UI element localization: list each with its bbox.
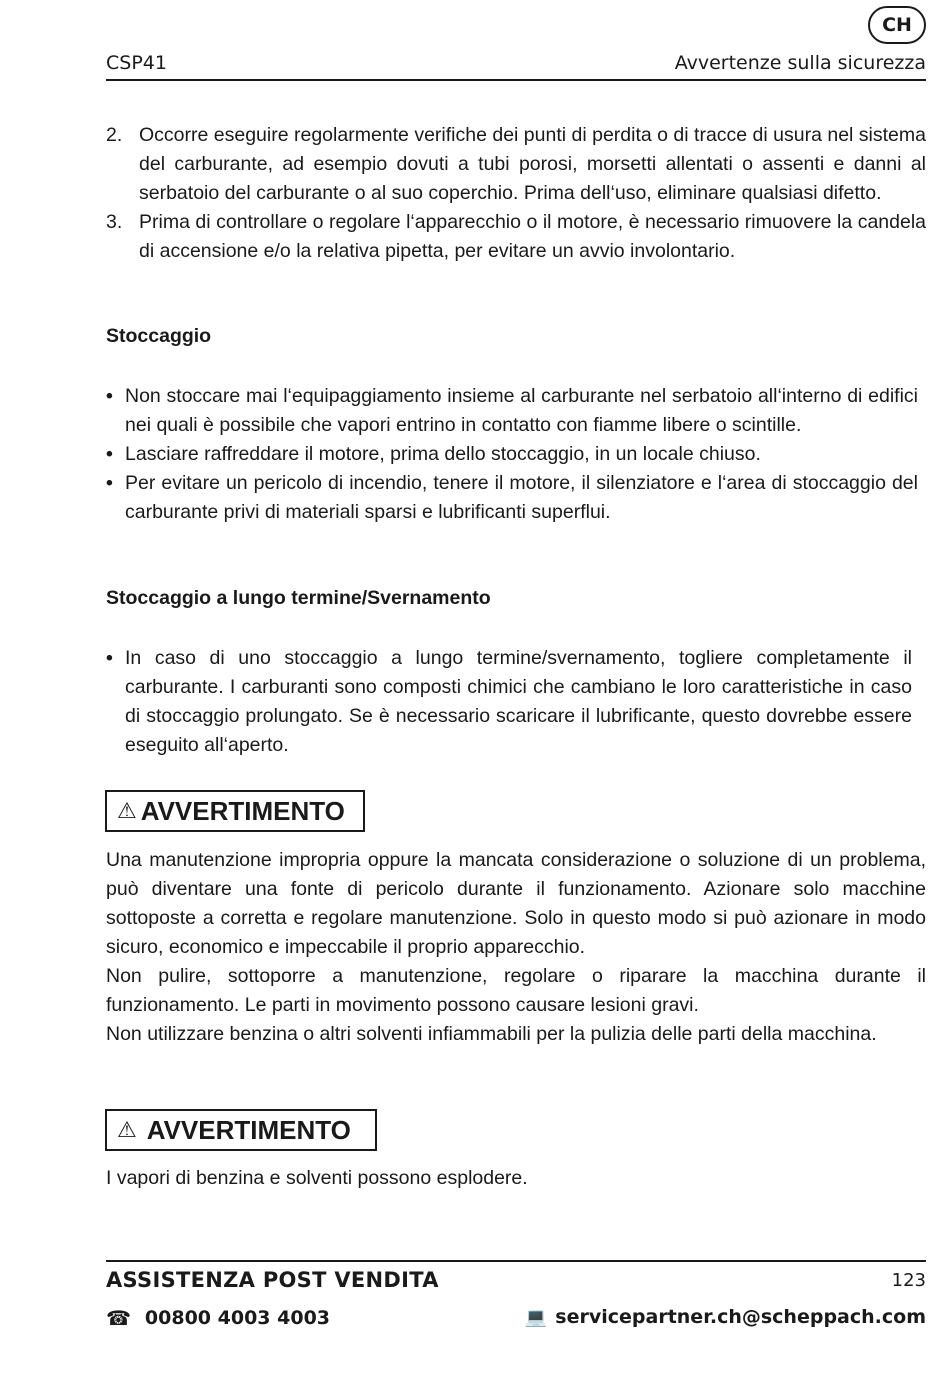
list-item [106, 469, 918, 527]
long-term-bullet-list [106, 644, 912, 760]
warning-label: AVVERTIMENTO [140, 795, 345, 826]
long-term-heading: Stoccaggio a lungo termine/Svernamento [106, 587, 491, 609]
warning-box [105, 1109, 377, 1151]
warning-box [105, 790, 365, 832]
computer-icon: 💻 [524, 1306, 548, 1328]
storage-heading: Stoccaggio [106, 325, 212, 347]
numbered-list [106, 121, 926, 266]
item-number: 3. [106, 211, 123, 233]
warning-triangle-icon: ⚠ [117, 798, 137, 823]
paragraph: I vapori di benzina e solventi possono esplodere. [106, 1167, 528, 1189]
section-title: Avvertenze sulla sicurezza [674, 52, 926, 74]
bullet-text: Per evitare un pericolo di incendio, tenere il motore, il silenziatore e l‘area di stoccaggio del carburante privi di materiali sparsi e lubrificanti superflui. [125, 472, 918, 523]
bullet-icon: • [106, 385, 113, 407]
paragraph: Una manutenzione impropria oppure la mancata considerazione o soluzione di un problema, può diventare una fonte di pericolo durante il funzionamento. Azionare solo macchine sottoposte a corretta e regolare manutenzione. Solo in questo modo si può azionare in modo sicuro, economico e impeccabile il proprio apparecchio. [106, 849, 926, 958]
bullet-icon: • [106, 472, 113, 494]
bullet-text: In caso di uno stoccaggio a lungo termine/svernamento, togliere completamente il carburante. I carburanti sono composti chimici che cambiano le loro caratteristiche in caso di stoccaggio prolungato. Se è necessario scaricare il lubrificante, questo dovrebbe essere eseguito all‘aperto. [125, 647, 912, 756]
footer-divider [106, 1260, 926, 1262]
email-address: servicepartner.ch@scheppach.com [555, 1306, 926, 1328]
bullet-text: Lasciare raffreddare il motore, prima dello stoccaggio, in un locale chiuso. [125, 443, 761, 465]
model-name: CSP41 [106, 52, 167, 74]
paragraph: Non utilizzare benzina o altri solventi infiammabili per la pulizia delle parti della macchina. [106, 1023, 877, 1045]
warning-text [106, 846, 926, 1049]
item-text: Prima di controllare o regolare l‘apparecchio o il motore, è necessario rimuovere la candela di accensione e/o la relativa pipetta, per evitare un avvio involontario. [139, 211, 926, 262]
list-item [106, 644, 912, 760]
list-item [106, 382, 918, 440]
service-phone [106, 1306, 330, 1330]
page-number: 123 [891, 1270, 926, 1291]
bullet-text: Non stoccare mai l‘equipaggiamento insieme al carburante nel serbatoio all‘interno di edifici nei quali è possibile che vapori entrino in contatto con fiamme libere o scintille. [125, 385, 918, 436]
list-item [106, 121, 926, 208]
item-text: Occorre eseguire regolarmente verifiche dei punti di perdita o di tracce di usura nel sistema del carburante, ad esempio dovuti a tubi porosi, morsetti allentati o assenti e danni al serbatoio del carburante o al suo coperchio. Prima dell‘uso, eliminare qualsiasi difetto. [139, 124, 926, 204]
footer-title: ASSISTENZA POST VENDITA [106, 1268, 439, 1292]
warning-text [106, 1164, 926, 1193]
phone-icon: ☎ [106, 1306, 131, 1330]
bullet-icon: • [106, 443, 113, 465]
list-item [106, 208, 926, 266]
list-item [106, 440, 918, 469]
paragraph: Non pulire, sottoporre a manutenzione, regolare o riparare la macchina durante il funzionamento. Le parti in movimento possono causare lesioni gravi. [106, 965, 926, 1016]
bullet-icon: • [106, 647, 113, 669]
country-badge: CH [868, 6, 926, 44]
header-divider [106, 79, 926, 81]
warning-triangle-icon: ⚠ [117, 1117, 137, 1142]
warning-label: AVVERTIMENTO [146, 1114, 351, 1145]
phone-number: 00800 4003 4003 [144, 1307, 331, 1329]
item-number: 2. [106, 124, 123, 146]
service-email [525, 1306, 926, 1328]
storage-bullet-list [106, 382, 918, 527]
